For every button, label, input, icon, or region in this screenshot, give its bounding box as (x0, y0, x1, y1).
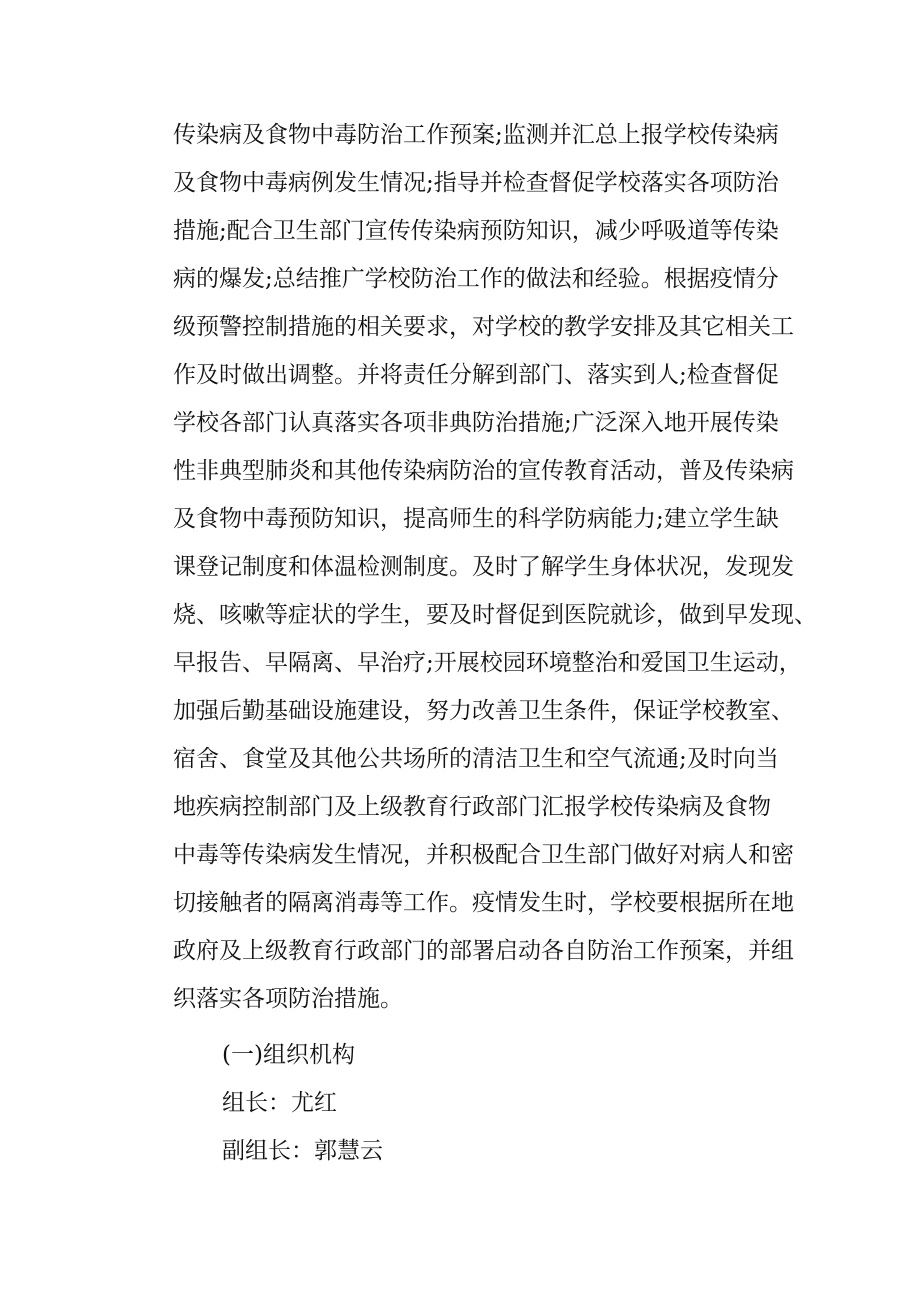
section-heading: (一)组织机构 (222, 1042, 355, 1068)
deputy-leader-line: 副组长：郭慧云 (222, 1138, 383, 1164)
paragraph-line: 措施;配合卫生部门宣传传染病预防知识，减少呼吸道等传染 (173, 218, 779, 244)
leader-line: 组长：尤红 (222, 1090, 337, 1116)
paragraph-line: 织落实各项防治措施。 (173, 986, 403, 1012)
paragraph-line: 级预警控制措施的相关要求，对学校的教学安排及其它相关工 (173, 314, 794, 340)
paragraph-line: 加强后勤基础设施建设，努力改善卫生条件，保证学校教室、 (173, 698, 794, 724)
paragraph-line: 及食物中毒预防知识，提高师生的科学防病能力;建立学生缺 (173, 506, 779, 532)
paragraph-line: 烧、咳嗽等症状的学生，要及时督促到医院就诊，做到早发现、 (173, 602, 817, 628)
paragraph-line: 早报告、早隔离、早治疗;开展校园环境整治和爱国卫生运动， (173, 650, 802, 676)
paragraph-line: 传染病及食物中毒防治工作预案;监测并汇总上报学校传染病 (173, 122, 779, 148)
paragraph-line: 地疾病控制部门及上级教育行政部门汇报学校传染病及食物 (173, 794, 771, 820)
paragraph-line: 及食物中毒病例发生情况;指导并检查督促学校落实各项防治 (173, 170, 779, 196)
paragraph-line: 政府及上级教育行政部门的部署启动各自防治工作预案，并组 (173, 938, 794, 964)
paragraph-line: 切接触者的隔离消毒等工作。疫情发生时，学校要根据所在地 (173, 890, 794, 916)
paragraph-line: 性非典型肺炎和其他传染病防治的宣传教育活动，普及传染病 (173, 458, 794, 484)
paragraph-line: 作及时做出调整。并将责任分解到部门、落实到人;检查督促 (173, 362, 779, 388)
organization-section (222, 1031, 383, 1175)
paragraph-line: 中毒等传染病发生情况，并积极配合卫生部门做好对病人和密 (173, 842, 794, 868)
body-paragraph (173, 111, 817, 1023)
paragraph-line: 学校各部门认真落实各项非典防治措施;广泛深入地开展传染 (173, 410, 779, 436)
paragraph-line: 病的爆发;总结推广学校防治工作的做法和经验。根据疫情分 (173, 266, 779, 292)
paragraph-line: 宿舍、食堂及其他公共场所的清洁卫生和空气流通;及时向当 (173, 746, 779, 772)
paragraph-line: 课登记制度和体温检测制度。及时了解学生身体状况，发现发 (173, 554, 794, 580)
